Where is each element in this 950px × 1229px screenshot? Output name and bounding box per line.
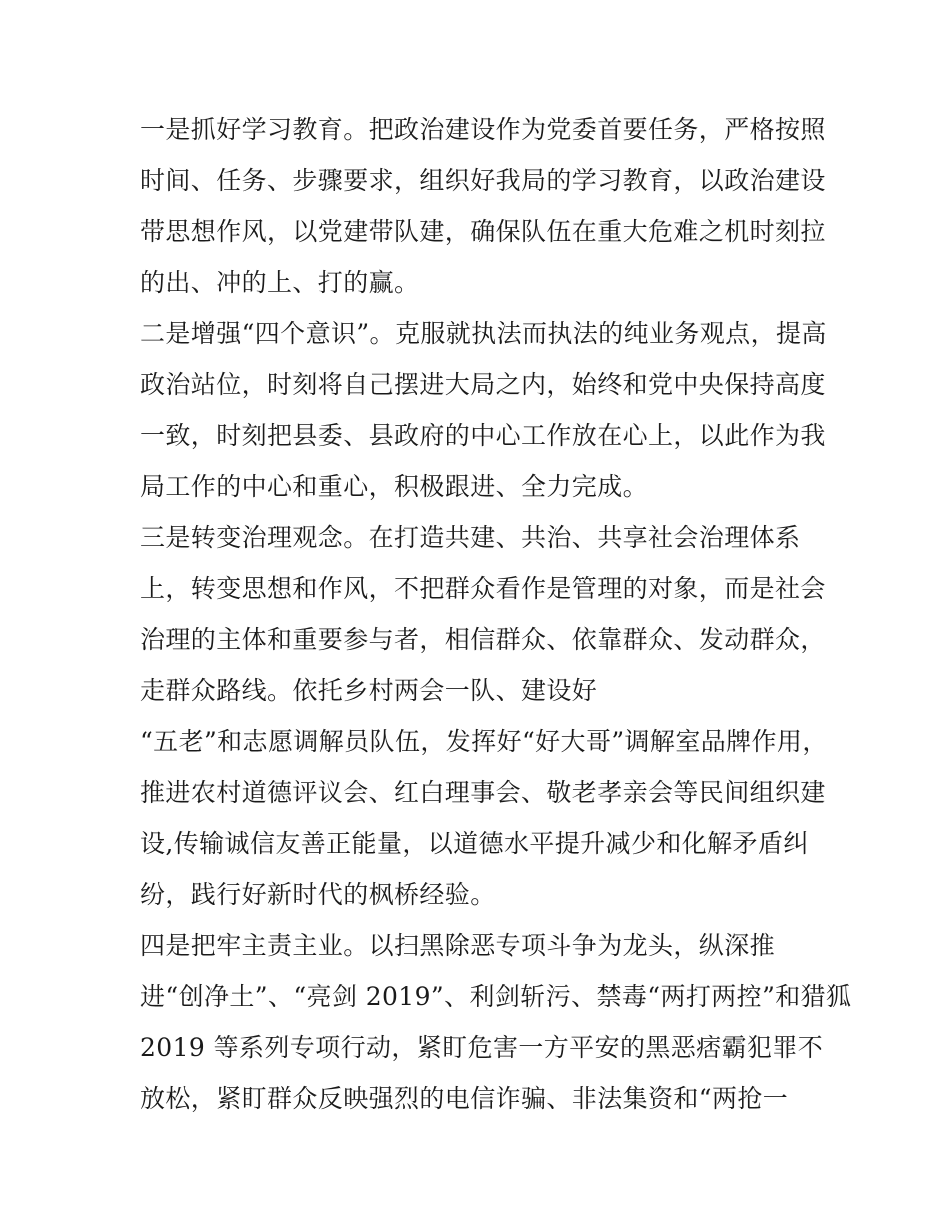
- text-line: 时间、任务、步骤要求，组织好我局的学习教育，以政治建设: [140, 166, 826, 195]
- text-line: 一致，时刻把县委、县政府的中心工作放在心上，以此作为我: [140, 421, 826, 450]
- text-line: 二是增强“四个意识”。克服就执法而执法的纯业务观点，提高: [140, 319, 827, 348]
- text-line: 三是转变治理观念。在打造共建、共治、共享社会治理体系: [140, 523, 801, 552]
- text-line: 带思想作风，以党建带队建，确保队伍在重大危难之机时刻拉: [140, 217, 826, 246]
- text-line: 局工作的中心和重心，积极跟进、全力完成。: [140, 472, 649, 501]
- text-line: 进“创净土”、“亮剑 2019”、利剑斩污、禁毒“两打两控”和猎狐: [140, 982, 852, 1011]
- text-line: 一是抓好学习教育。把政治建设作为党委首要任务，严格按照: [140, 115, 826, 144]
- text-line: 2019 等系列专项行动，紧盯危害一方平安的黑恶痞霸犯罪不: [140, 1033, 824, 1062]
- text-line: 走群众路线。依托乡村两会一队、建设好: [140, 676, 598, 705]
- text-line: 的出、冲的上、打的赢。: [140, 268, 420, 297]
- text-line: 四是把牢主责主业。以扫黑除恶专项斗争为龙头，纵深推: [140, 931, 776, 960]
- text-line: 纷，践行好新时代的枫桥经验。: [140, 880, 496, 909]
- text-line: 放松，紧盯群众反映强烈的电信诈骗、非法集资和“两抢一: [140, 1084, 789, 1113]
- text-line: 政治站位，时刻将自己摆进大局之内，始终和党中央保持高度: [140, 370, 826, 399]
- text-line: 推进农村道德评议会、红白理事会、敬老孝亲会等民间组织建: [140, 778, 826, 807]
- text-line: 设,传输诚信友善正能量，以道德水平提升减少和化解矛盾纠: [140, 829, 809, 858]
- body-text: [140, 104, 852, 1124]
- text-line: “五老”和志愿调解员队伍，发挥好“好大哥”调解室品牌作用，: [140, 727, 828, 756]
- text-line: 上，转变思想和作风，不把群众看作是管理的对象，而是社会: [140, 574, 826, 603]
- text-line: 治理的主体和重要参与者，相信群众、依靠群众、发动群众，: [140, 625, 826, 654]
